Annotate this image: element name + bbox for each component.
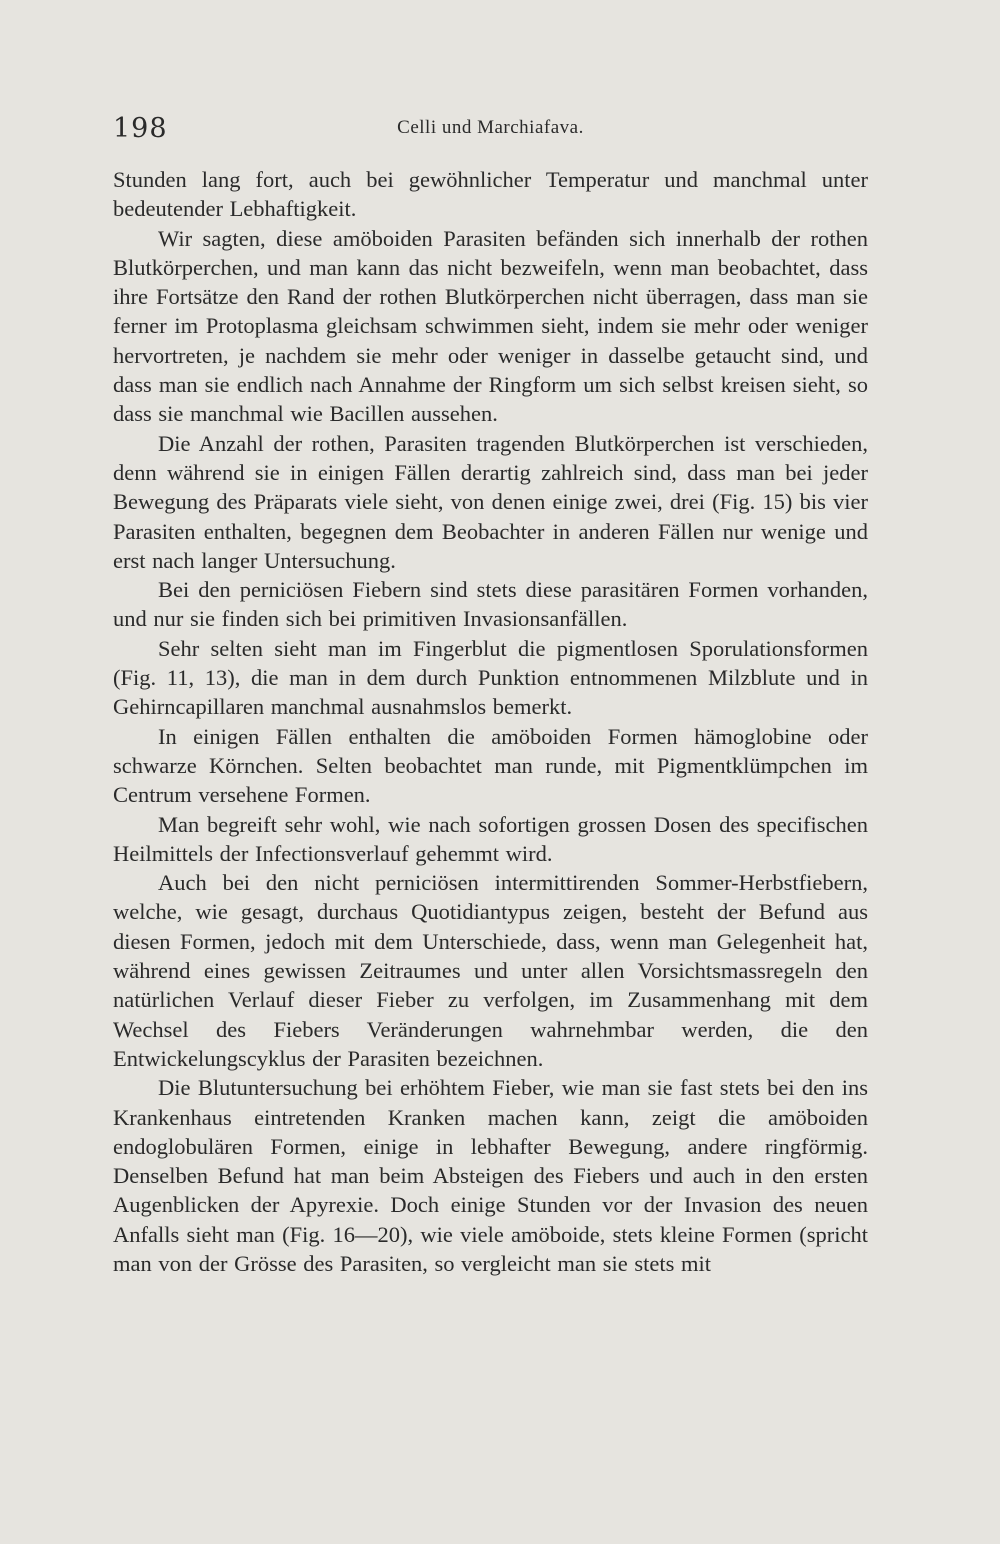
paragraph-2: Wir sagten, diese amöboiden Parasiten befänden sich innerhalb der rothen Blutkörperchen, und man kann das nicht bezweifeln, wenn man beobachtet, dass ihre Fortsätze den Rand der rothen Blutkörperchen nicht überragen, dass man sie ferner im Protoplasma gleichsam schwimmen sieht, indem sie mehr oder weniger hervortreten, je nachdem sie mehr oder weniger in dasselbe getaucht sind, und dass man sie endlich nach Annahme der Ringform um sich selbst kreisen sieht, so dass sie manchmal wie Bacillen aussehen.	[113, 225, 868, 427]
paragraph-4: Bei den perniciösen Fiebern sind stets diese parasitären Formen vorhanden, und nur sie finden sich bei primitiven Invasionsanfällen.	[113, 577, 868, 632]
running-head: Celli und Marchiafava.	[397, 117, 584, 138]
body-text	[113, 165, 868, 1278]
paragraph-8: Auch bei den nicht perniciösen intermittirenden Sommer-Herbstfiebern, welche, wie gesagt, durchaus Quotidiantypus zeigen, besteht der Befund aus diesen Formen, jedoch mit dem Unterschiede, dass, wenn man Gelegenheit hat, während eines gewissen Zeitraumes und unter allen Vorsichtsmassregeln den natürlichen Verlauf dieser Fieber zu verfolgen, im Zusammenhang mit dem Wechsel des Fiebers Veränderungen wahrnehmbar werden, die den Entwickelungscyklus der Parasiten bezeichnen.	[113, 870, 868, 1071]
paragraph-5: Sehr selten sieht man im Fingerblut die pigmentlosen Sporulationsformen (Fig. 11, 13), die man in dem durch Punktion entnommenen Milzblute und in Gehirncapillaren manchmal ausnahmslos bemerkt.	[113, 635, 868, 720]
paragraph-7: Man begreift sehr wohl, wie nach sofortigen grossen Dosen des specifischen Heilmittels der Infectionsverlauf gehemmt wird.	[113, 811, 868, 866]
paragraph-3: Die Anzahl der rothen, Parasiten tragenden Blutkörperchen ist verschieden, denn während sie in einigen Fällen derartig zahlreich sind, dass man bei jeder Bewegung des Präparats viele sieht, von denen einige zwei, drei (Fig. 15) bis vier Parasiten enthalten, begegnen dem Beobachter in anderen Fällen nur wenige und erst nach langer Untersuchung.	[113, 430, 868, 573]
paragraph-6: In einigen Fällen enthalten die amöboiden Formen hämoglobine oder schwarze Körnchen. Selten beobachtet man runde, mit Pigmentklümpchen im Centrum versehene Formen.	[113, 723, 868, 808]
paragraph-1: Stunden lang fort, auch bei gewöhnlicher Temperatur und manchmal unter bedeutender Lebhaftigkeit.	[113, 167, 868, 222]
paragraph-9: Die Blutuntersuchung bei erhöhtem Fieber, wie man sie fast stets bei den ins Krankenhaus eintretenden Kranken machen kann, zeigt die amöboiden endoglobulären Formen, einige in lebhafter Bewegung, andere ringförmig. Denselben Befund hat man beim Absteigen des Fiebers und auch in den ersten Augenblicken der Apyrexie. Doch einige Stunden vor der Invasion des neuen Anfalls sieht man (Fig. 16—20), wie viele amöboide, stets kleine Formen (spricht man von der Grösse des Parasiten, so vergleicht man sie stets mit	[113, 1075, 868, 1276]
page-header	[113, 113, 868, 147]
page-number: 198	[113, 113, 168, 144]
